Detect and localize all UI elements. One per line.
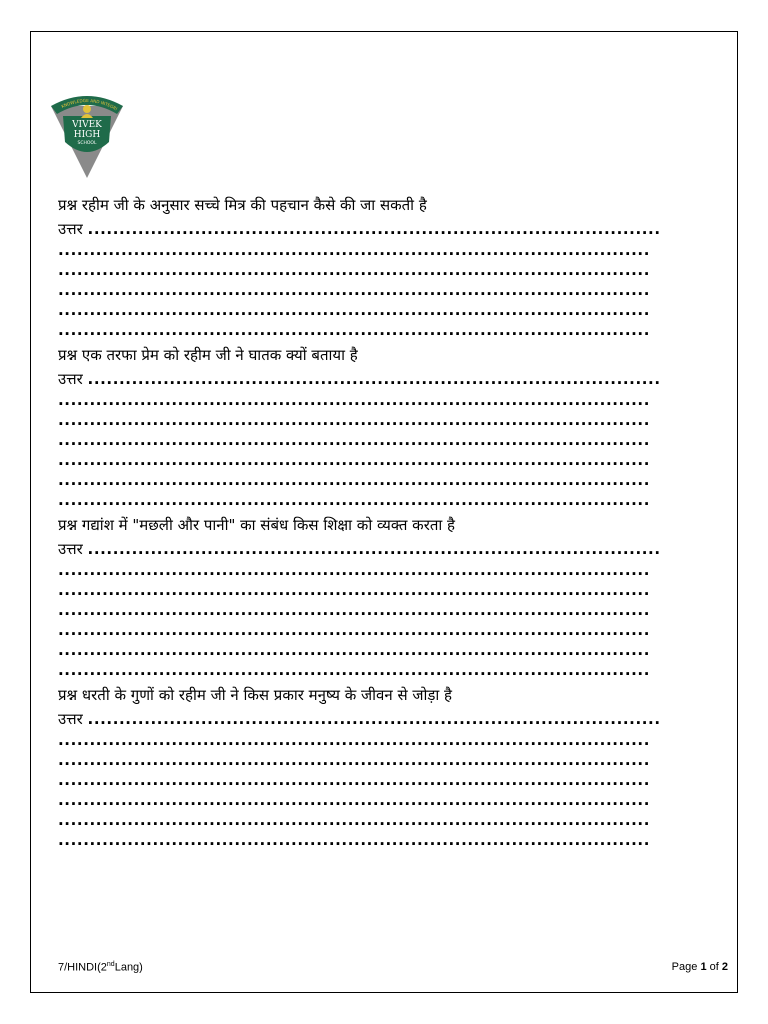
- answer-dots[interactable]: ..............................................................................................: [58, 831, 651, 849]
- school-logo: [47, 92, 127, 180]
- question-text-3: प्रश्न गद्यांश में "मछली और पानी" का संबंध किस शिक्षा को व्यक्त करता है: [58, 516, 455, 534]
- answer-dots[interactable]: ..............................................................................................: [58, 581, 651, 599]
- answer-dots[interactable]: ..............................................................................................: [58, 391, 651, 409]
- logo-text-school: SCHOOL: [77, 141, 97, 146]
- question-text-4: प्रश्न धरती के गुणों को रहीम जी ने किस प्रकार मनुष्य के जीवन से जोड़ा है: [58, 686, 453, 704]
- question-text-1: प्रश्न रहीम जी के अनुसार सच्चे मित्र की पहचान कैसे की जा सकती है: [58, 196, 427, 214]
- answer-dots[interactable]: ..............................................................................................: [58, 811, 651, 829]
- answer-dots[interactable]: ..............................................................................................: [58, 771, 651, 789]
- answer-label: उत्तर: [58, 710, 83, 728]
- answer-dots[interactable]: ..............................................................................................: [58, 751, 651, 769]
- logo-arc-text: KNOWLEDGE AND INTEGRI: [60, 97, 119, 112]
- answer-dots[interactable]: ..............................................................................................: [58, 261, 651, 279]
- answer-label: उत्तर: [58, 370, 83, 388]
- answer-dots[interactable]: ..............................................................................................: [58, 491, 651, 509]
- footer-course-code: 7/HINDI(2ndLang): [58, 961, 143, 974]
- answer-dots[interactable]: ..............................................................................................: [58, 601, 651, 619]
- answer-dots[interactable]: ..............................................................................................: [58, 301, 651, 319]
- answer-dots[interactable]: ..............................................................................................: [58, 321, 651, 339]
- answer-dots[interactable]: ..............................................................................................: [58, 471, 651, 489]
- question-block-4: [58, 682, 724, 850]
- logo-text-high: HIGH: [73, 130, 101, 140]
- answer-label: उत्तर: [58, 220, 83, 238]
- logo-text-vivek: VIVEK: [72, 120, 102, 130]
- answer-dots[interactable]: ..............................................................................................: [58, 641, 651, 659]
- answer-dots[interactable]: ..............................................................................................: [58, 281, 651, 299]
- question-block-3: [58, 512, 724, 680]
- question-block-1: [58, 192, 724, 340]
- answer-line-2[interactable]: उत्तर ...........................................................................................: [58, 370, 661, 388]
- answer-line-4[interactable]: उत्तर ...........................................................................................: [58, 710, 661, 728]
- worksheet-content: [58, 192, 724, 852]
- answer-line-1[interactable]: उत्तर ...........................................................................................: [58, 220, 661, 238]
- answer-line-3[interactable]: उत्तर ...........................................................................................: [58, 540, 661, 558]
- question-block-2: [58, 342, 724, 510]
- answer-dots[interactable]: ..............................................................................................: [58, 561, 651, 579]
- answer-dots[interactable]: ..............................................................................................: [58, 791, 651, 809]
- footer-page-number: Page 1 of 2: [671, 961, 728, 973]
- answer-dots[interactable]: ..............................................................................................: [58, 661, 651, 679]
- question-text-2: प्रश्न एक तरफा प्रेम को रहीम जी ने घातक क्यों बताया है: [58, 346, 358, 364]
- answer-dots[interactable]: ..............................................................................................: [58, 241, 651, 259]
- answer-dots[interactable]: ..............................................................................................: [58, 451, 651, 469]
- answer-dots[interactable]: ..............................................................................................: [58, 731, 651, 749]
- answer-dots[interactable]: ..............................................................................................: [58, 431, 651, 449]
- answer-dots[interactable]: ..............................................................................................: [58, 411, 651, 429]
- answer-dots[interactable]: ..............................................................................................: [58, 621, 651, 639]
- answer-label: उत्तर: [58, 540, 83, 558]
